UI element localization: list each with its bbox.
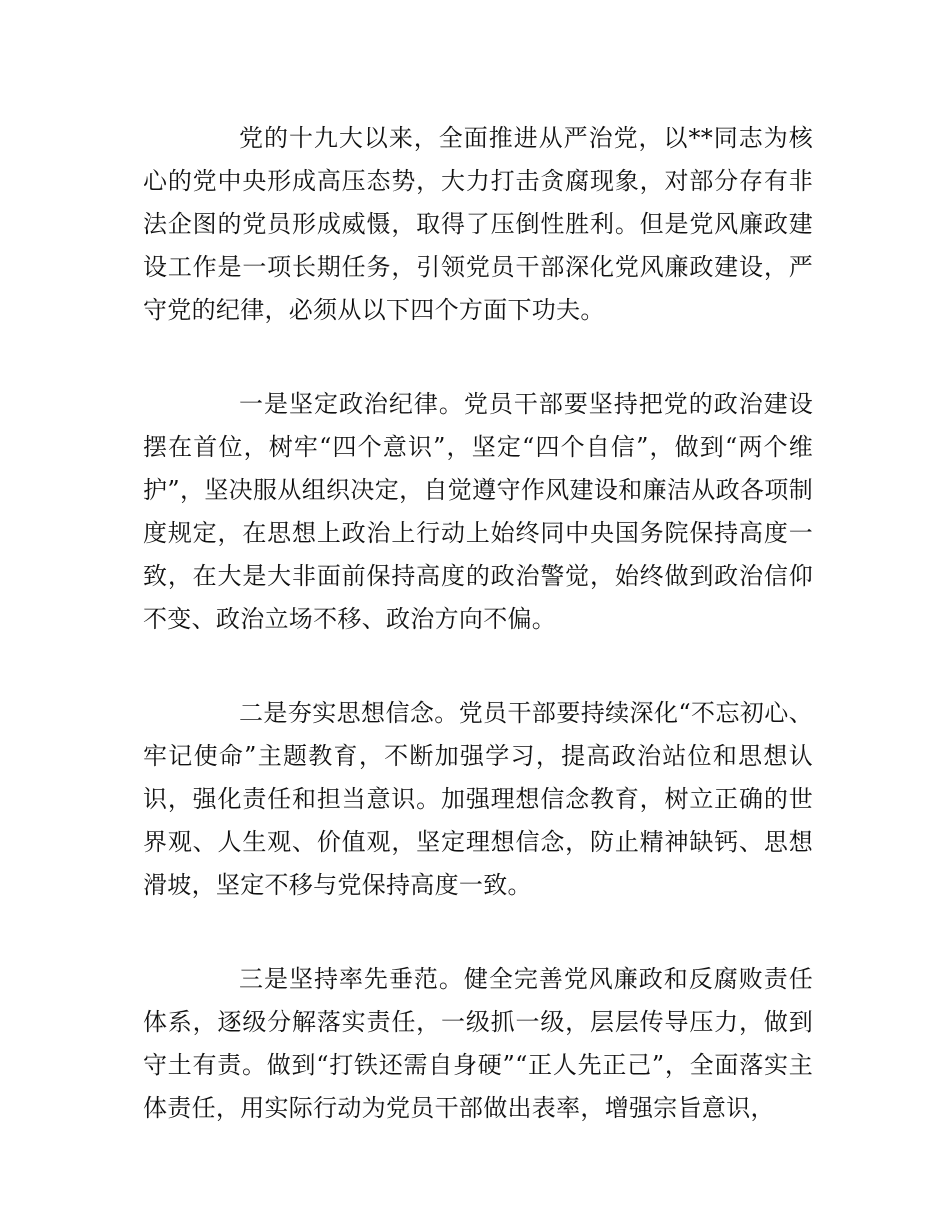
document-body bbox=[143, 117, 813, 1130]
paragraph-intro: 党的十九大以来，全面推进从严治党，以**同志为核心的党中央形成高压态势，大力打击贪腐现象，对部分存有非法企图的党员形成威慑，取得了压倒性胜利。但是党风廉政建设工作是一项长期任务，引领党员干部深化党风廉政建设，严守党的纪律，必须从以下四个方面下功夫。 bbox=[143, 124, 813, 324]
paragraph-lead-by-example: 三是坚持率先垂范。健全完善党风廉政和反腐败责任体系，逐级分解落实责任，一级抓一级，层层传导压力，做到守土有责。做到“打铁还需自身硬”“正人先正己”，全面落实主体责任，用实际行动为党员干部做出表率，增强宗旨意识， bbox=[143, 965, 813, 1122]
paragraph-ideals-beliefs: 二是夯实思想信念。党员干部要持续深化“不忘初心、牢记使命”主题教育，不断加强学习，提高政治站位和思想认识，强化责任和担当意识。加强理想信念教育，树立正确的世界观、人生观、价值观，坚定理想信念，防止精神缺钙、思想滑坡，坚定不移与党保持高度一致。 bbox=[143, 699, 813, 899]
paragraph-political-discipline: 一是坚定政治纪律。党员干部要坚持把党的政治建设摆在首位，树牢“四个意识”，坚定“四个自信”，做到“两个维护”，坚决服从组织决定，自觉遵守作风建设和廉洁从政各项制度规定，在思想上政治上行动上始终同中央国务院保持高度一致，在大是大非面前保持高度的政治警觉，始终做到政治信仰不变、政治立场不移、政治方向不偏。 bbox=[143, 390, 813, 633]
